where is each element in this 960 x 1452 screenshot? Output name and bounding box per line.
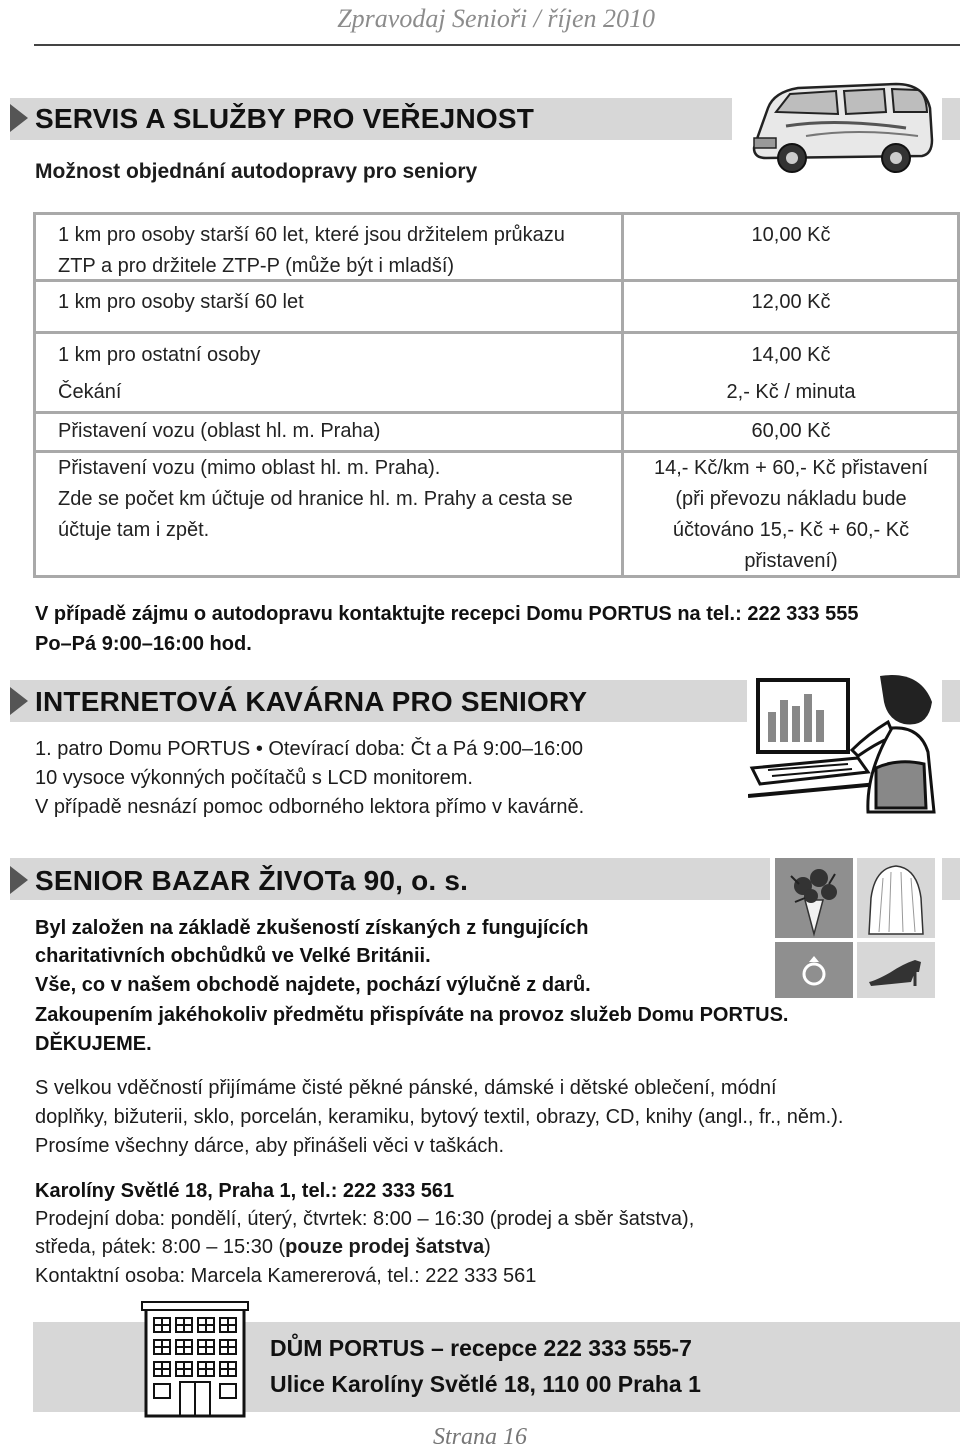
row-price: 2,- Kč / minuta <box>726 381 856 403</box>
section-band-servis-end <box>942 98 960 140</box>
servis-contact: V případě zájmu o autodopravu kontaktujte recepci Domu PORTUS na tel.: 222 333 555 <box>35 603 859 625</box>
table-row <box>58 453 608 546</box>
ring-tile <box>775 942 853 998</box>
row-price: 14,00 Kč <box>751 344 831 366</box>
row-label: Zde se počet km účtuje od hranice hl. m. Prahy a cesta se <box>58 488 573 510</box>
shoe-tile <box>857 942 935 998</box>
header-divider <box>34 44 960 46</box>
bazar-hours-2 <box>35 1233 491 1262</box>
section-title-bazar: SENIOR BAZAR ŽIVOTa 90, o. s. <box>35 865 469 896</box>
section-arrow-icon <box>10 866 28 894</box>
bazar-body-line: doplňky, bižuterii, sklo, porcelán, keramiku, bytový textil, obrazy, CD, knihy (angl., fr., něm.). <box>35 1106 844 1128</box>
table-row-divider <box>36 411 957 414</box>
footer-line-1: DŮM PORTUS – recepce 222 333 555-7 <box>270 1335 692 1361</box>
van-icon <box>746 78 936 184</box>
kavarna-line: 10 vysoce výkonných počítačů s LCD monitorem. <box>35 767 473 789</box>
table-column-divider <box>621 215 624 575</box>
table-row <box>58 220 608 282</box>
bazar-contact-person: Kontaktní osoba: Marcela Kamererová, tel.: 222 333 561 <box>35 1265 537 1287</box>
section-band-bazar-end <box>942 858 960 900</box>
row-price: 60,00 Kč <box>751 420 831 442</box>
bazar-bold-line: DĚKUJEME. <box>35 1033 152 1055</box>
hours-emphasis: pouze prodej šatstva <box>285 1236 485 1258</box>
bazar-address: Karolíny Světlé 18, Praha 1, tel.: 222 333 561 <box>35 1180 455 1202</box>
kavarna-line: V případě nesnází pomoc odborného lektora přímo v kavárně. <box>35 796 585 818</box>
veil-icon <box>857 858 935 938</box>
bazar-icon-grid <box>775 858 935 998</box>
row-price <box>626 453 956 577</box>
row-price-line: 14,- Kč/km + 60,- Kč přistavení <box>654 457 928 479</box>
ring-icon <box>775 942 853 998</box>
bazar-bold-line: charitativních obchůdků ve Velké Británii. <box>35 945 431 967</box>
footer-line-2: Ulice Karolíny Světlé 18, 110 00 Praha 1 <box>270 1371 701 1397</box>
shoe-icon <box>857 942 935 998</box>
row-label: účtuje tam i zpět. <box>58 519 210 541</box>
newsletter-title: Zpravodaj Senioři / říjen 2010 <box>337 4 655 33</box>
building-icon <box>140 1300 250 1418</box>
row-price-line: účtováno 15,- Kč + 60,- Kč <box>672 519 910 541</box>
flowers-icon <box>775 858 853 938</box>
servis-subtitle: Možnost objednání autodopravy pro seniory <box>35 160 478 183</box>
row-price-line: přistavení) <box>744 550 838 572</box>
row-label: Přistavení vozu (mimo oblast hl. m. Praha). <box>58 457 441 479</box>
table-row: 1 km pro ostatní osoby <box>58 344 261 366</box>
bazar-hours: Prodejní doba: pondělí, úterý, čtvrtek: 8:00 – 16:30 (prodej a sběr šatstva), <box>35 1208 695 1230</box>
section-arrow-icon <box>10 104 28 132</box>
table-row: Přistavení vozu (oblast hl. m. Praha) <box>58 420 381 442</box>
row-label: 1 km pro osoby starší 60 let, které jsou držitelem průkazu <box>58 224 565 246</box>
price-table <box>33 212 960 578</box>
row-price-line: (při převozu nákladu bude <box>675 488 907 510</box>
section-title-servis: SERVIS A SLUŽBY PRO VEŘEJNOST <box>35 103 535 134</box>
bazar-bold-line: Zakoupením jakéhokoliv předmětu přispíváte na provoz služeb Domu PORTUS. <box>35 1004 789 1026</box>
kavarna-line: 1. patro Domu PORTUS • Otevírací doba: Čt a Pá 9:00–16:00 <box>35 738 584 760</box>
section-band-kavarna-end <box>942 680 960 722</box>
table-row: 1 km pro osoby starší 60 let <box>58 291 304 313</box>
row-label: ZTP a pro držitele ZTP-P (může být i mladší) <box>58 255 455 277</box>
section-arrow-icon <box>10 687 28 715</box>
bazar-body-line: Prosíme všechny dárce, aby přinášeli věci v taškách. <box>35 1135 505 1157</box>
page-number: Strana 16 <box>432 1424 527 1450</box>
bazar-bold-line: Byl založen na základě zkušeností získaných z fungujících <box>35 917 589 939</box>
bazar-body-line: S velkou vděčností přijímáme čisté pěkné pánské, dámské i dětské oblečení, módní <box>35 1077 777 1099</box>
section-title-kavarna: INTERNETOVÁ KAVÁRNA PRO SENIORY <box>35 686 588 717</box>
table-row-divider <box>36 331 957 334</box>
table-row: Čekání <box>58 381 122 403</box>
hours-close: ) <box>484 1236 491 1258</box>
flowers-tile <box>775 858 853 938</box>
bazar-bold-line: Vše, co v našem obchodě najdete, pochází výlučně z darů. <box>35 974 591 996</box>
veil-tile <box>857 858 935 938</box>
row-price: 10,00 Kč <box>751 224 831 246</box>
row-price: 12,00 Kč <box>751 291 831 313</box>
servis-hours: Po–Pá 9:00–16:00 hod. <box>35 633 252 655</box>
computer-user-icon <box>748 672 938 822</box>
hours-text: středa, pátek: 8:00 – 15:30 ( <box>35 1236 286 1258</box>
